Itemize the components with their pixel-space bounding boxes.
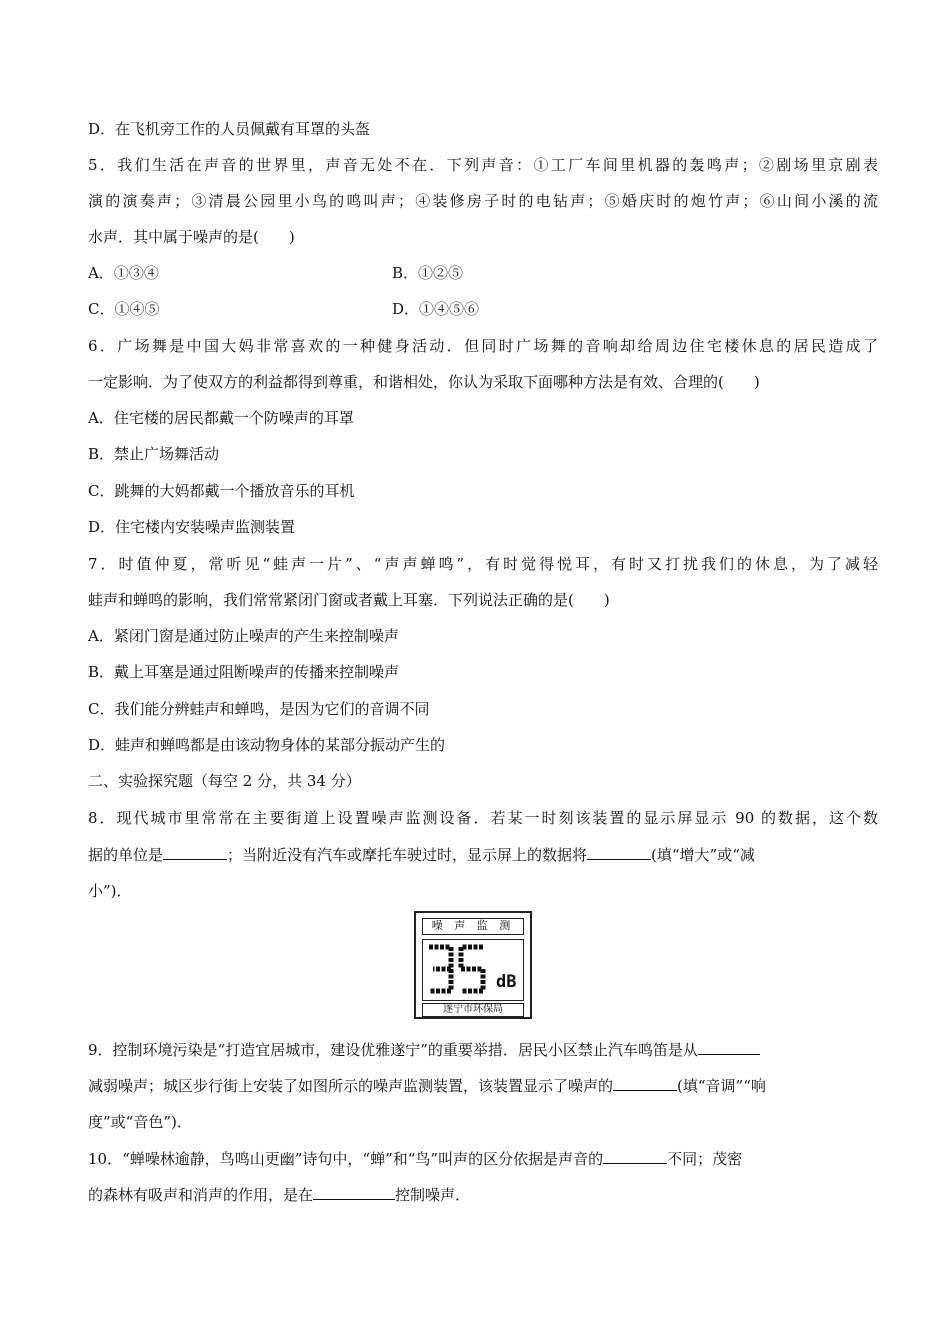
q10-text-part2: 不同；茂密 <box>667 1150 743 1168</box>
answer-blank <box>587 845 651 860</box>
q6-stem-line1: 6．广场舞是中国大妈非常喜欢的一种健身活动．但同时广场舞的音响却给周边住宅楼休息的居民造成了 <box>88 337 878 355</box>
q5-stem-line1: 5．我们生活在声音的世界里，声音无处不在．下列声音：①工厂车间里机器的轰鸣声；②剧场里京剧表 <box>88 156 878 174</box>
noise-monitor-figure <box>414 911 532 1019</box>
q10-text-part1: 10．“蝉噪林逾静，鸟鸣山更幽”诗句中，“蝉”和“鸟”叫声的区分依据是声音的 <box>88 1150 604 1168</box>
device-footer: 遂宁市环保局 <box>422 1003 524 1017</box>
q4-option-d: D．在飞机旁工作的人员佩戴有耳罩的头盔 <box>88 120 371 138</box>
q9-stem-line3: 度”或“音色”)． <box>88 1113 192 1131</box>
q7-option-b: B．戴上耳塞是通过阻断噪声的传播来控制噪声 <box>88 663 400 681</box>
q5-option-d: D．①④⑤⑥ <box>392 300 480 318</box>
device-screen <box>422 939 524 1001</box>
section-heading: 二、实验探究题（每空 2 分，共 34 分） <box>88 772 361 790</box>
q7-stem-line2: 蛙声和蝉鸣的影响，我们常常紧闭门窗或者戴上耳塞．下列说法正确的是( ) <box>88 591 610 609</box>
q10-stem-line2 <box>88 1185 878 1205</box>
q10-text-part4: 控制噪声． <box>395 1186 471 1204</box>
device-reading-value <box>522 940 523 941</box>
q9-stem-line2 <box>88 1076 878 1096</box>
q5-option-a: A．①③④ <box>88 264 159 282</box>
q5-option-c: C．①④⑤ <box>88 300 160 318</box>
device-header: 噪 声 监 测 <box>422 918 524 935</box>
q8-text-part1: 据的单位是 <box>88 846 164 864</box>
q7-option-d: D．蛙声和蝉鸣都是由该动物身体的某部分振动产生的 <box>88 736 446 754</box>
q6-option-b: B．禁止广场舞活动 <box>88 445 220 463</box>
q8-text-part3: (填“增大”或“减 <box>651 846 755 864</box>
q8-stem-line3: 小”)． <box>88 882 132 900</box>
answer-blank <box>603 1149 667 1164</box>
q9-text-part1: 9．控制环境污染是“打造宜居城市，建设优雅遂宁”的重要举措．居民小区禁止汽车鸣笛是从 <box>88 1041 698 1059</box>
q7-option-a: A．紧闭门窗是通过防止噪声的产生来控制噪声 <box>88 627 399 645</box>
q5-stem-line3: 水声．其中属于噪声的是( ) <box>88 228 295 246</box>
answer-blank <box>313 1185 395 1200</box>
q6-option-a: A．住宅楼的居民都戴一个防噪声的耳罩 <box>88 409 354 427</box>
q5-options-row1 <box>88 263 878 283</box>
q10-stem-line1 <box>88 1149 878 1169</box>
answer-blank <box>163 845 227 860</box>
q6-stem-line2: 一定影响．为了使双方的利益都得到尊重，和谐相处，你认为采取下面哪种方法是有效、合理的( ) <box>88 373 760 391</box>
q5-options-row2 <box>88 299 878 319</box>
q6-option-c: C．跳舞的大妈都戴一个播放音乐的耳机 <box>88 482 355 500</box>
q8-stem-line2 <box>88 845 878 865</box>
q9-stem-line1 <box>88 1040 878 1060</box>
q8-stem-line1: 8．现代城市里常常在主要街道上设置噪声监测设备．若某一时刻该装置的显示屏显示 90 的数据，这个数 <box>88 809 878 827</box>
q6-option-d: D．住宅楼内安装噪声监测装置 <box>88 518 296 536</box>
answer-blank <box>698 1040 760 1055</box>
device-unit: dB <box>496 972 517 992</box>
q5-option-b: B．①②⑤ <box>392 264 464 282</box>
q7-stem-line1: 7．时值仲夏，常听见“蛙声一片”、“声声蝉鸣”，有时觉得悦耳，有时又打扰我们的休息，为了减轻 <box>88 555 878 573</box>
q7-option-c: C．我们能分辨蛙声和蝉鸣，是因为它们的音调不同 <box>88 700 430 718</box>
answer-blank <box>613 1076 677 1091</box>
q10-text-part3: 的森林有吸声和消声的作用，是在 <box>88 1186 314 1204</box>
q5-stem-line2: 演的演奏声；③清晨公园里小鸟的鸣叫声；④装修房子时的电钻声；⑤婚庆时的炮竹声；⑥山间小溪的流 <box>88 192 878 210</box>
q9-text-part2: 减弱噪声；城区步行街上安装了如图所示的噪声监测装置，该装置显示了噪声的 <box>88 1077 614 1095</box>
q8-text-part2: ；当附近没有汽车或摩托车驶过时，显示屏上的数据将 <box>227 846 588 864</box>
q9-text-part3: (填“音调”“响 <box>677 1077 766 1095</box>
